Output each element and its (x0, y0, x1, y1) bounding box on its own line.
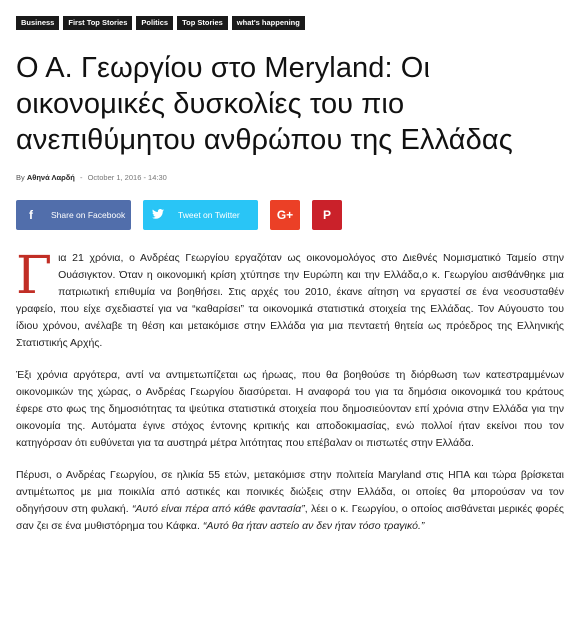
tweet-twitter-button[interactable] (143, 200, 258, 230)
drop-cap: Γ (16, 246, 53, 306)
article-container (16, 16, 564, 550)
meta-author[interactable]: Αθηνά Λαρδή (26, 173, 75, 182)
tweet-twitter-label: Tweet on Twitter (178, 210, 240, 220)
article-paragraph-1 (16, 246, 564, 352)
share-bar (16, 200, 564, 230)
paragraph-3-text: Πέρυσι, ο Ανδρέας Γεωργίου, σε ηλικία 55 ετών, μετακόμισε στην πολιτεία Maryland στις ΗΠΑ και τώρα βρίσκεται αντιμέτωπος με μια ποικιλία από αστικές και ποινικές διώξεις στην Ελλάδα, οι οποίες θα μπορούσαν να τον οδηγήσουν στη φυλακή. (16, 469, 564, 515)
tag-top-stories[interactable]: Top Stories (177, 16, 228, 30)
paragraph-1-text: ια 21 χρόνια, ο Ανδρέας Γεωργίου εργαζόταν ως οικονομολόγος στο Διεθνές Νομισματικό Ταμείο στην Ουάσιγκτον. Όταν η οικονομική κρίση χτύπησε την Ευρώπη και την Ελλάδα,ο κ. Γεωργίου αισθάνθηκε μια πατριωτική επιθυμία να βοηθήσει. Στις αρχές του 2010, έκανε αίτηση να εργαστεί σε ένα νεοσυσταθέν γραφείο, που είχε σχεδιαστεί για να “καθαρίσει” τα οικονομικά στατιστικά στοιχεία της Ελλάδας. Τον Αύγουστο του ίδιου χρόνου, ανέλαβε τη θέση και μετακόμισε στην Ελλάδα για μια πενταετή θητεία ως πρόεδρος της Ελληνικής Στατιστικής Αρχής. (16, 252, 564, 349)
share-facebook-label: Share on Facebook (51, 210, 126, 220)
quote-1: “Αυτό είναι πέρα από κάθε φαντασία” (131, 503, 305, 515)
quote-2: “Αυτό θα ήταν αστείο αν δεν ήταν τόσο τραγικό.” (202, 520, 425, 532)
tag-whats-happening[interactable]: what's happening (232, 16, 305, 30)
facebook-icon: f (29, 208, 33, 222)
share-googleplus-button[interactable] (270, 200, 300, 230)
meta-date: October 1, 2016 - 14:30 (87, 173, 167, 182)
paragraph-3-mid: , λέει ο κ. Γεωργίου, ο οποίος αισθάνεται μερικές φορές σαν ζει σε ένα μυθιστόρημα του Κάφκα. (16, 503, 564, 532)
google-plus-icon: G+ (276, 208, 294, 222)
category-tags (16, 16, 564, 30)
article-title: Ο Α. Γεωργίου στο Meryland: Οι οικονομικές δυσκολίες του πιο ανεπιθύμητου ανθρώπου της Ελλάδας (16, 52, 513, 156)
article-paragraph-3 (16, 467, 564, 535)
meta-by: By (16, 173, 25, 182)
pinterest-icon: P (322, 208, 331, 222)
share-facebook-button[interactable] (16, 200, 131, 230)
share-pinterest-button[interactable] (312, 200, 342, 230)
tag-first-top-stories[interactable]: First Top Stories (63, 16, 132, 30)
article-meta (16, 173, 564, 183)
meta-separator: - (79, 173, 83, 182)
twitter-icon (143, 208, 173, 222)
tag-politics[interactable]: Politics (136, 16, 173, 30)
article-paragraph-2: Έξι χρόνια αργότερα, αντί να αντιμετωπίζεται ως ήρωας, που θα βοηθούσε τη διόρθωση των κατεστραμμένων οικονομικών της χώρας, ο Ανδρέας Γεωργίου διασύρεται. Η αναφορά του για τα δημόσια οικονομικά του κράτους έφερε στο φως της δημοσιότητας τα ψεύτικα στατιστικά στοιχεία που δημοσιεύονταν επί χρόνια στην Ελλάδα για την οικονομία της. Αυτόματα έγινε στόχος έντονης κριτικής και αποδοκιμασίας, ενώ πολλοί ήταν εκείνοι που τον κατηγόρσαν ότι ευθύνεται για τα αυστηρά μέτρα λιτότητας που επέβαλαν οι πιστωτές στην Ελλάδα. (16, 369, 564, 449)
article-body (16, 246, 564, 535)
tag-business[interactable]: Business (16, 16, 59, 30)
